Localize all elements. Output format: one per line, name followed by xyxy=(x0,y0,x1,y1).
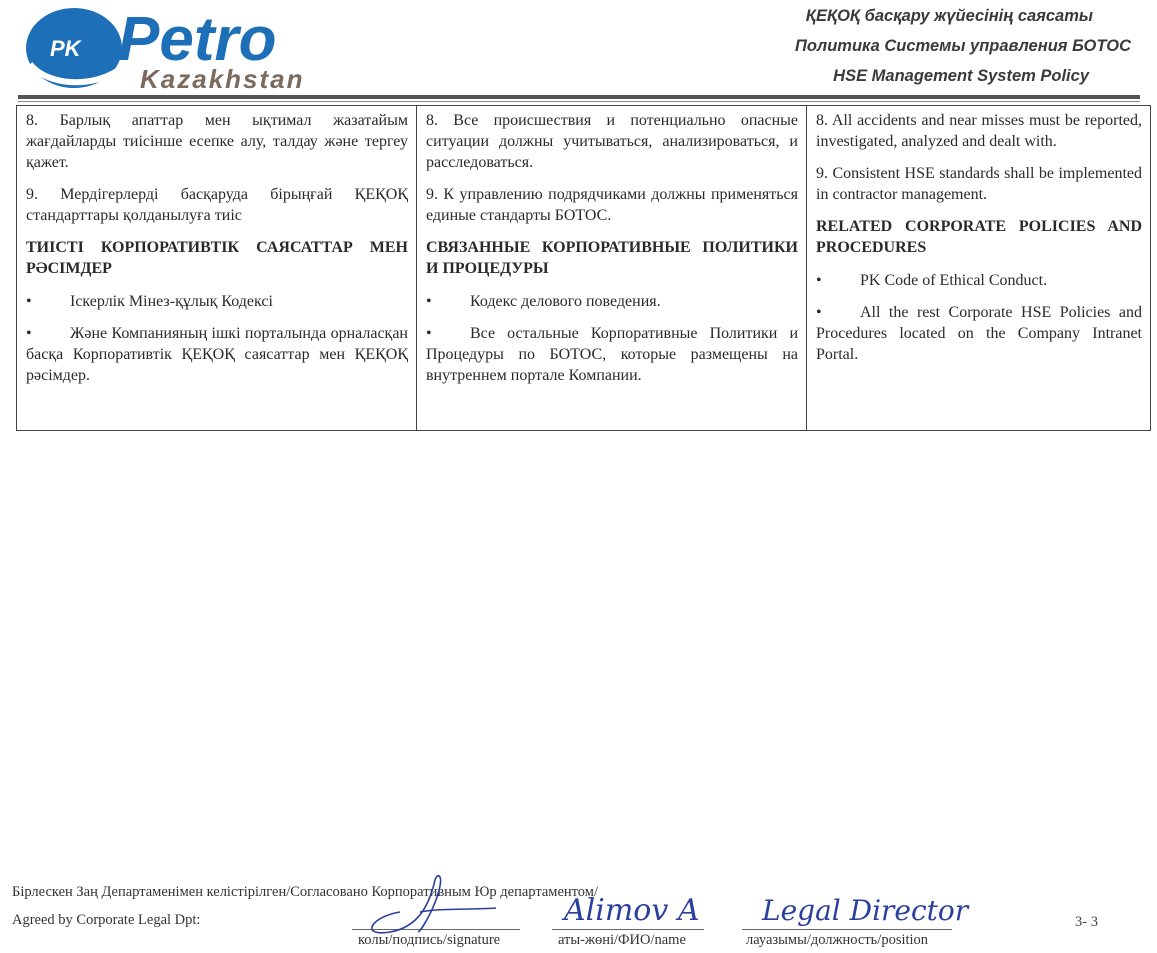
logo-brand-text: Petro xyxy=(118,5,277,74)
policy-item-8-kz: 8. Барлық апаттар мен ықтимал жазатайым жағдайларды тиісінше есепке алу, талдау және тергеу қажет. xyxy=(26,112,408,171)
document-header xyxy=(0,0,1157,100)
logo-subbrand-text: Kazakhstan xyxy=(140,64,305,94)
list-item xyxy=(26,291,408,312)
list-item xyxy=(26,323,408,386)
handwritten-signature xyxy=(360,872,500,942)
agreed-by-text: Бірлескен Заң Департаменімен келістірілген/Согласовано Корпоративным Юр департаментом/ xyxy=(12,884,598,900)
list-item xyxy=(426,291,798,312)
handwritten-name xyxy=(560,884,720,932)
policy-item-8-en: 8. All accidents and near misses must be reported, investigated, analyzed and dealt with. xyxy=(816,112,1142,150)
bullet-icon: • xyxy=(816,304,822,321)
related-policies-heading-en: RELATED CORPORATE POLICIES AND PROCEDURES xyxy=(816,218,1142,256)
policy-title-kz: ҚЕҚОҚ басқару жүйесінің саясаты xyxy=(805,7,1093,25)
bullet-text-en-2: All the rest Corporate HSE Policies and Procedures located on the Company Intranet Portal. xyxy=(816,304,1142,363)
svg-text:Legal Director: Legal Director xyxy=(762,894,969,927)
company-logo xyxy=(22,2,382,94)
policy-title-en: HSE Management System Policy xyxy=(833,67,1089,85)
header-divider-thin xyxy=(18,101,1140,102)
policy-table xyxy=(16,105,1151,431)
column-english xyxy=(807,106,1151,431)
policy-title-ru: Политика Системы управления БОТОС xyxy=(794,37,1131,55)
bullet-icon: • xyxy=(26,325,32,342)
policy-item-9-en: 9. Consistent HSE standards shall be implemented in contractor management. xyxy=(816,165,1142,203)
list-item xyxy=(816,302,1142,365)
bullet-icon: • xyxy=(26,293,32,310)
policy-item-8-ru: 8. Все происшествия и потенциально опасные ситуации должны учитываться, анализироваться, и расследоваться. xyxy=(426,112,798,171)
bullet-text-kz-2: Және Компанияның ішкі порталында орналасқан басқа Корпоративтік ҚЕҚОҚ саясаттар мен ҚЕҚОҚ рәсімдер. xyxy=(26,325,408,384)
position-caption: лауазымы/должность/position xyxy=(746,932,929,948)
bullet-text-en-1: PK Code of Ethical Conduct. xyxy=(860,272,1048,289)
bullet-icon: • xyxy=(426,293,432,310)
bullet-text-ru-2: Все остальные Корпоративные Политики и Процедуры по БОТОС, которые размещены на внутреннем портале Компании. xyxy=(426,325,798,384)
related-policies-heading-ru: СВЯЗАННЫЕ КОРПОРАТИВНЫЕ ПОЛИТИКИ И ПРОЦЕДУРЫ xyxy=(426,239,798,277)
column-kazakh xyxy=(17,106,417,431)
table-row xyxy=(17,106,1151,431)
signature-caption: колы/подпись/signature xyxy=(358,932,501,948)
related-policies-heading-kz: ТИІСТІ КОРПОРАТИВТІК САЯСАТТАР МЕН РӘСІМДЕР xyxy=(26,239,408,277)
bullet-text-kz-1: Іскерлік Мінез-құлық Кодексі xyxy=(70,293,273,310)
agreed-by-text-en: Agreed by Corporate Legal Dpt: xyxy=(12,912,201,928)
bullet-icon: • xyxy=(816,272,822,289)
bullet-icon: • xyxy=(426,325,432,342)
page-number: 3- 3 xyxy=(1075,914,1098,930)
column-russian xyxy=(417,106,807,431)
handwritten-position xyxy=(758,884,988,932)
logo-badge-text: PK xyxy=(50,36,81,61)
header-divider-thick xyxy=(18,95,1140,99)
name-caption: аты-жөні/ФИО/name xyxy=(558,932,686,948)
list-item xyxy=(426,323,798,386)
list-item xyxy=(816,270,1142,291)
svg-text:Alimov A: Alimov A xyxy=(564,893,700,928)
policy-item-9-ru: 9. К управлению подрядчиками должны применяться единые стандарты БОТОС. xyxy=(426,186,798,224)
bullet-text-ru-1: Кодекс делового поведения. xyxy=(470,293,661,310)
policy-item-9-kz: 9. Мердігерлерді басқаруда бірыңғай ҚЕҚОҚ стандарттары қолданылуға тиіс xyxy=(26,186,408,224)
